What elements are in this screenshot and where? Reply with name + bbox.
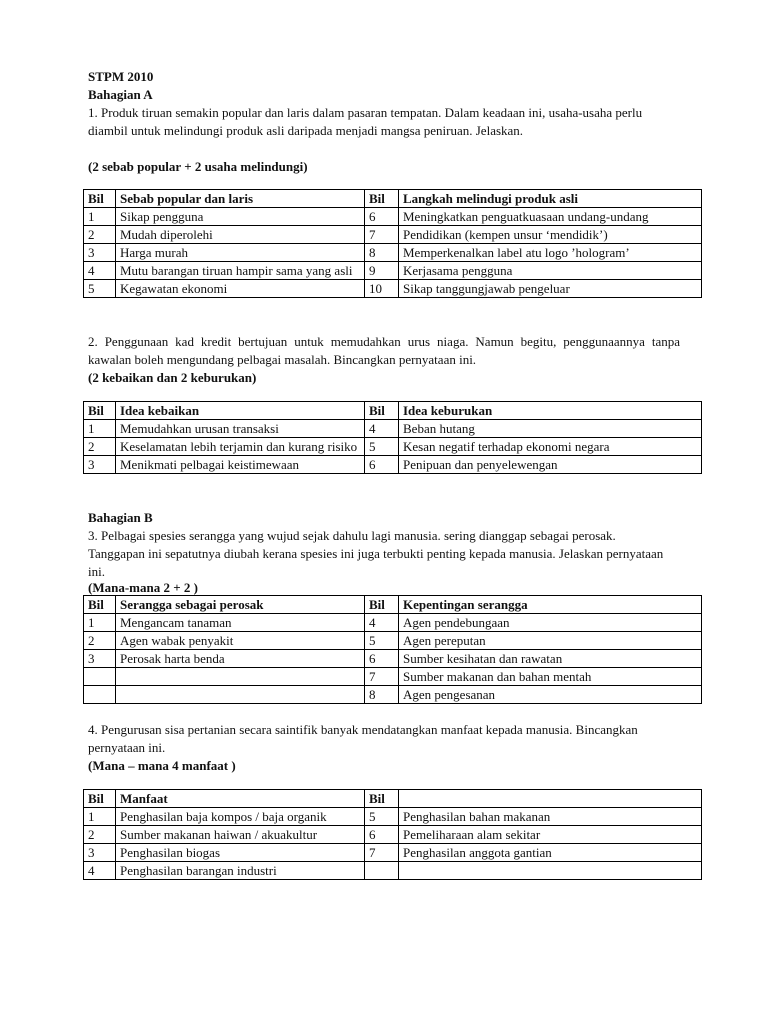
table-row	[84, 438, 702, 456]
cell-bil-a: 2	[84, 632, 116, 650]
cell-bil-b: 7	[365, 668, 399, 686]
cell-bil-a: 2	[84, 438, 116, 456]
cell-item-b: Beban hutang	[399, 420, 702, 438]
cell-item-a: Keselamatan lebih terjamin dan kurang risiko	[116, 438, 365, 456]
cell-item-a: Menikmati pelbagai keistimewaan	[116, 456, 365, 474]
cell-item-a: Memudahkan urusan transaksi	[116, 420, 365, 438]
cell-item-a: Agen wabak penyakit	[116, 632, 365, 650]
cell-item-b: Sumber makanan dan bahan mentah	[399, 668, 702, 686]
table-row	[84, 826, 702, 844]
cell-item-a: Penghasilan baja kompos / baja organik	[116, 808, 365, 826]
table-row	[84, 686, 702, 704]
cell-bil-b: 5	[365, 632, 399, 650]
table-row	[84, 262, 702, 280]
table-row	[84, 420, 702, 438]
cell-item-b: Kesan negatif terhadap ekonomi negara	[399, 438, 702, 456]
cell-bil-a: 3	[84, 650, 116, 668]
cell-item-a: Penghasilan barangan industri	[116, 862, 365, 880]
question-4-table	[83, 789, 702, 880]
header-cell-bil-a: Bil	[84, 190, 116, 208]
table-row	[84, 208, 702, 226]
cell-item-b: Agen pendebungaan	[399, 614, 702, 632]
cell-item-b: Pemeliharaan alam sekitar	[399, 826, 702, 844]
cell-bil-a: 3	[84, 844, 116, 862]
header-cell-bil-b: Bil	[365, 402, 399, 420]
question-2-table	[83, 401, 702, 474]
table-row	[84, 862, 702, 880]
section-a-heading: Bahagian A	[88, 87, 153, 102]
question-2-text: 2. Penggunaan kad kredit bertujuan untuk memudahkan urus niaga. Namun begitu, penggunaannya tanpa kawalan boleh mengundang pelbagai masalah. Bincangkan pernyataan ini.	[88, 334, 680, 367]
cell-bil-a: 1	[84, 208, 116, 226]
cell-item-b: Penghasilan anggota gantian	[399, 844, 702, 862]
cell-bil-b: 5	[365, 808, 399, 826]
cell-item-b: Penghasilan bahan makanan	[399, 808, 702, 826]
header-cell-item-b: Idea keburukan	[399, 402, 702, 420]
cell-bil-b	[365, 862, 399, 880]
table-header-row	[84, 790, 702, 808]
table-row	[84, 226, 702, 244]
header-cell-item-b: Kepentingan serangga	[399, 596, 702, 614]
cell-item-a: Kegawatan ekonomi	[116, 280, 365, 298]
cell-item-a: Mudah diperolehi	[116, 226, 365, 244]
cell-bil-b: 6	[365, 456, 399, 474]
cell-bil-b: 8	[365, 244, 399, 262]
cell-bil-b: 8	[365, 686, 399, 704]
cell-bil-a: 4	[84, 862, 116, 880]
table-row	[84, 614, 702, 632]
header-cell-item-a: Serangga sebagai perosak	[116, 596, 365, 614]
question-3-table	[83, 595, 702, 704]
cell-bil-a: 2	[84, 826, 116, 844]
header-cell-bil-b: Bil	[365, 190, 399, 208]
header-cell-item-a: Idea kebaikan	[116, 402, 365, 420]
table-row	[84, 808, 702, 826]
cell-bil-b: 7	[365, 226, 399, 244]
cell-bil-b: 6	[365, 826, 399, 844]
question-2-note: (2 kebaikan dan 2 keburukan)	[88, 370, 257, 385]
table-row	[84, 632, 702, 650]
cell-bil-b: 4	[365, 420, 399, 438]
cell-bil-b: 10	[365, 280, 399, 298]
cell-item-b: Meningkatkan penguatkuasaan undang-undang	[399, 208, 702, 226]
table-row	[84, 668, 702, 686]
table-row	[84, 650, 702, 668]
cell-bil-a: 3	[84, 456, 116, 474]
question-3-text: 3. Pelbagai spesies serangga yang wujud sejak dahulu lagi manusia. sering dianggap sebagai perosak. Tanggapan ini sepatutnya diubah kerana spesies ini juga terbukti penting kepada manusia. Jelaskan pernyataan ini.	[88, 528, 664, 579]
table-row	[84, 456, 702, 474]
table-header-row	[84, 596, 702, 614]
table-row	[84, 844, 702, 862]
header-cell-bil-a: Bil	[84, 402, 116, 420]
header-cell-bil-a: Bil	[84, 596, 116, 614]
header-cell-bil-b: Bil	[365, 790, 399, 808]
cell-item-b: Kerjasama pengguna	[399, 262, 702, 280]
cell-item-a: Sumber makanan haiwan / akuakultur	[116, 826, 365, 844]
cell-bil-b: 9	[365, 262, 399, 280]
question-1-note: (2 sebab popular + 2 usaha melindungi)	[88, 159, 308, 174]
header-cell-item-b	[399, 790, 702, 808]
table-row	[84, 244, 702, 262]
cell-item-b: Sumber kesihatan dan rawatan	[399, 650, 702, 668]
cell-bil-b: 7	[365, 844, 399, 862]
cell-bil-b: 4	[365, 614, 399, 632]
header-cell-item-a: Manfaat	[116, 790, 365, 808]
cell-bil-b: 6	[365, 650, 399, 668]
header-cell-bil-b: Bil	[365, 596, 399, 614]
cell-item-b: Sikap tanggungjawab pengeluar	[399, 280, 702, 298]
header-cell-item-a: Sebab popular dan laris	[116, 190, 365, 208]
cell-bil-a	[84, 686, 116, 704]
cell-bil-a: 4	[84, 262, 116, 280]
cell-bil-a	[84, 668, 116, 686]
cell-item-a: Mutu barangan tiruan hampir sama yang asli	[116, 262, 365, 280]
cell-bil-a: 1	[84, 420, 116, 438]
cell-bil-a: 1	[84, 808, 116, 826]
cell-item-a: Penghasilan biogas	[116, 844, 365, 862]
cell-item-b: Pendidikan (kempen unsur ‘mendidik’)	[399, 226, 702, 244]
cell-item-b	[399, 862, 702, 880]
header-cell-item-b: Langkah melindugi produk asli	[399, 190, 702, 208]
question-1-text: 1. Produk tiruan semakin popular dan laris dalam pasaran tempatan. Dalam keadaan ini, usaha-usaha perlu diambil untuk melindungi produk asli daripada menjadi mangsa peniruan. Jelaskan.	[88, 105, 643, 138]
question-4-note: (Mana – mana 4 manfaat )	[88, 758, 236, 773]
cell-bil-b: 6	[365, 208, 399, 226]
question-1-table	[83, 189, 702, 298]
cell-item-a: Sikap pengguna	[116, 208, 365, 226]
cell-item-a: Harga murah	[116, 244, 365, 262]
table-row	[84, 280, 702, 298]
cell-item-b: Memperkenalkan label atu logo ’hologram’	[399, 244, 702, 262]
cell-item-a: Perosak harta benda	[116, 650, 365, 668]
question-4-text: 4. Pengurusan sisa pertanian secara saintifik banyak mendatangkan manfaat kepada manusia. Bincangkan pernyataan ini.	[88, 722, 638, 755]
table-header-row	[84, 190, 702, 208]
header-cell-bil-a: Bil	[84, 790, 116, 808]
cell-bil-a: 3	[84, 244, 116, 262]
question-3-note: (Mana-mana 2 + 2 )	[88, 580, 198, 595]
cell-item-b: Penipuan dan penyelewengan	[399, 456, 702, 474]
cell-item-b: Agen pengesanan	[399, 686, 702, 704]
doc-title: STPM 2010	[88, 69, 154, 84]
cell-bil-a: 5	[84, 280, 116, 298]
cell-item-a: Mengancam tanaman	[116, 614, 365, 632]
cell-item-b: Agen pereputan	[399, 632, 702, 650]
cell-item-a	[116, 686, 365, 704]
cell-bil-a: 1	[84, 614, 116, 632]
cell-item-a	[116, 668, 365, 686]
cell-bil-b: 5	[365, 438, 399, 456]
table-header-row	[84, 402, 702, 420]
cell-bil-a: 2	[84, 226, 116, 244]
section-b-heading: Bahagian B	[88, 510, 153, 525]
